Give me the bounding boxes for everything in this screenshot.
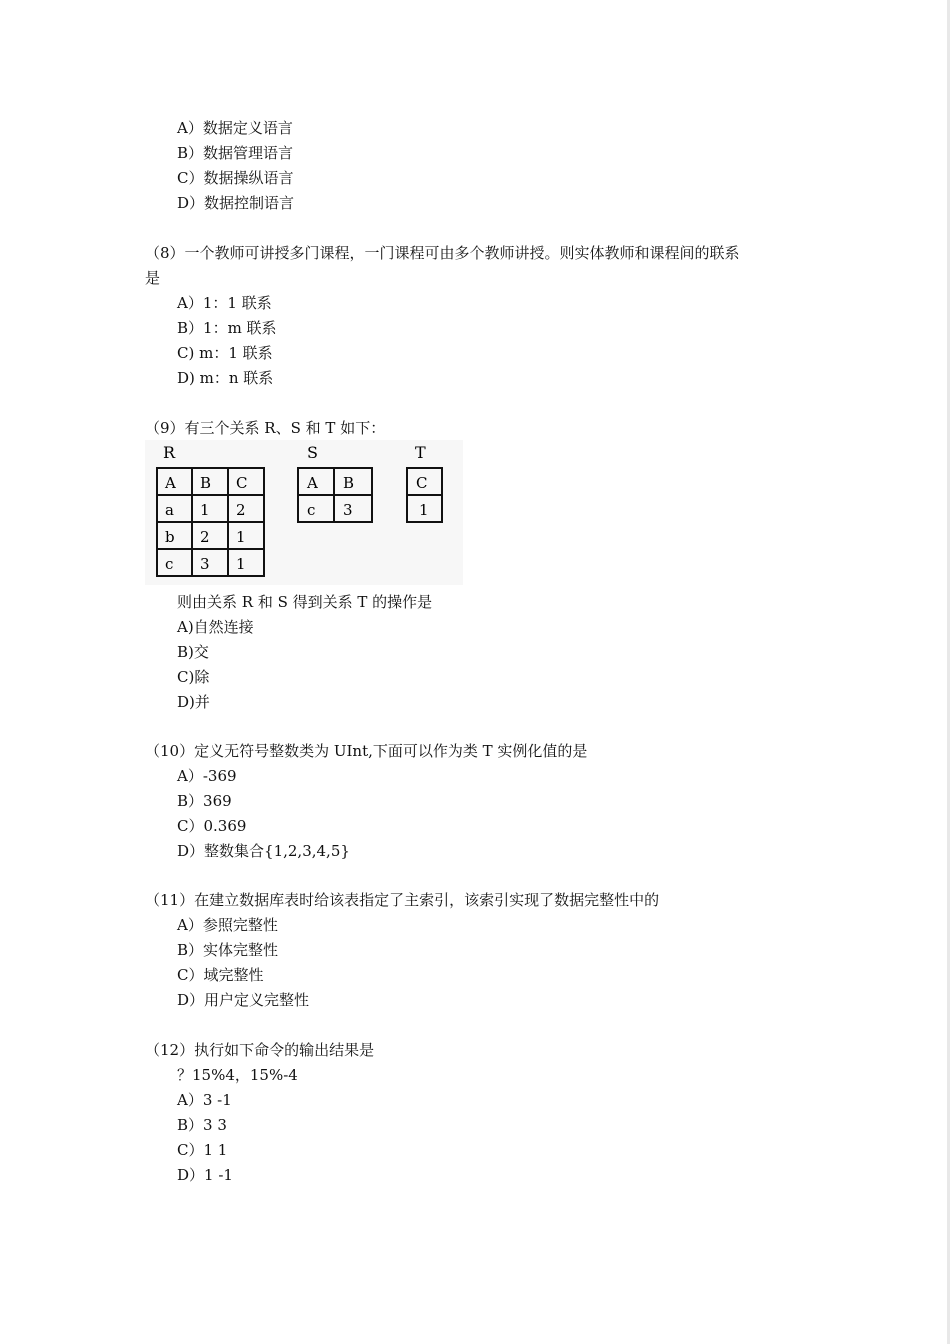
relation-r-name: R: [163, 443, 176, 462]
q7-option-c: C）数据操纵语言: [177, 169, 294, 187]
q12-option-d: D）1 -1: [177, 1166, 233, 1184]
q12-command: ？15%4，15%-4: [177, 1066, 298, 1084]
q10-stem: （10）定义无符号整数类为 UInt,下面可以作为类 T 实例化值的是: [145, 742, 588, 760]
q10-option-b: B）369: [177, 792, 232, 810]
q10-option-d: D）整数集合{1,2,3,4,5}: [177, 842, 350, 860]
r-cell: 2: [236, 501, 246, 519]
s-header-b: B: [343, 474, 355, 492]
relation-t-name: T: [415, 443, 426, 462]
q12-option-c: C）1 1: [177, 1141, 228, 1159]
r-header-b: B: [200, 474, 212, 492]
r-header-a: A: [165, 474, 176, 492]
q10-option-c: C）0.369: [177, 817, 247, 835]
relations-svg: [145, 440, 463, 585]
q12-option-a: A）3 -1: [177, 1091, 232, 1109]
q9-option-b: B)交: [177, 643, 209, 661]
q9-option-c: C)除: [177, 668, 210, 686]
q11-option-d: D）用户定义完整性: [177, 991, 310, 1009]
s-cell: c: [307, 501, 316, 519]
q8-option-b: B）1：m 联系: [177, 319, 277, 337]
q8-stem: （8）一个教师可讲授多门课程，一门课程可由多个教师讲授。则实体教师和课程间的联系: [145, 244, 740, 262]
q8-option-d: D) m：n 联系: [177, 369, 274, 387]
q11-option-b: B）实体完整性: [177, 941, 279, 959]
r-cell: c: [165, 555, 174, 573]
t-cell: 1: [419, 501, 429, 519]
r-cell: b: [165, 528, 175, 546]
relation-s-name: S: [307, 443, 318, 462]
r-cell: 2: [200, 528, 210, 546]
q8-option-c: C) m：1 联系: [177, 344, 273, 362]
s-header-a: A: [307, 474, 318, 492]
q9-stem: （9）有三个关系 R、S 和 T 如下：: [145, 419, 386, 437]
q8-option-a: A）1：1 联系: [177, 294, 272, 312]
r-header-c: C: [236, 474, 248, 492]
q8-stem-cont: 是: [145, 269, 161, 287]
q11-option-c: C）域完整性: [177, 966, 264, 984]
q11-stem: （11）在建立数据库表时给该表指定了主索引，该索引实现了数据完整性中的: [145, 891, 660, 909]
q12-stem: （12）执行如下命令的输出结果是: [145, 1041, 375, 1059]
q7-option-d: D）数据控制语言: [177, 194, 295, 212]
r-cell: a: [165, 501, 174, 519]
q9-followup: 则由关系 R 和 S 得到关系 T 的操作是: [177, 593, 433, 611]
q7-option-b: B）数据管理语言: [177, 144, 294, 162]
r-cell: 1: [200, 501, 210, 519]
q9-option-d: D)并: [177, 693, 210, 711]
q7-option-a: A）数据定义语言: [177, 119, 293, 137]
r-cell: 1: [236, 555, 246, 573]
t-header-c: C: [416, 474, 428, 492]
r-cell: 3: [200, 555, 210, 573]
relations-figure: [145, 440, 463, 585]
s-cell: 3: [343, 501, 353, 519]
q12-option-b: B）3 3: [177, 1116, 227, 1134]
q11-option-a: A）参照完整性: [177, 916, 278, 934]
r-cell: 1: [236, 528, 246, 546]
q10-option-a: A）-369: [177, 767, 237, 785]
q9-option-a: A)自然连接: [177, 618, 254, 636]
